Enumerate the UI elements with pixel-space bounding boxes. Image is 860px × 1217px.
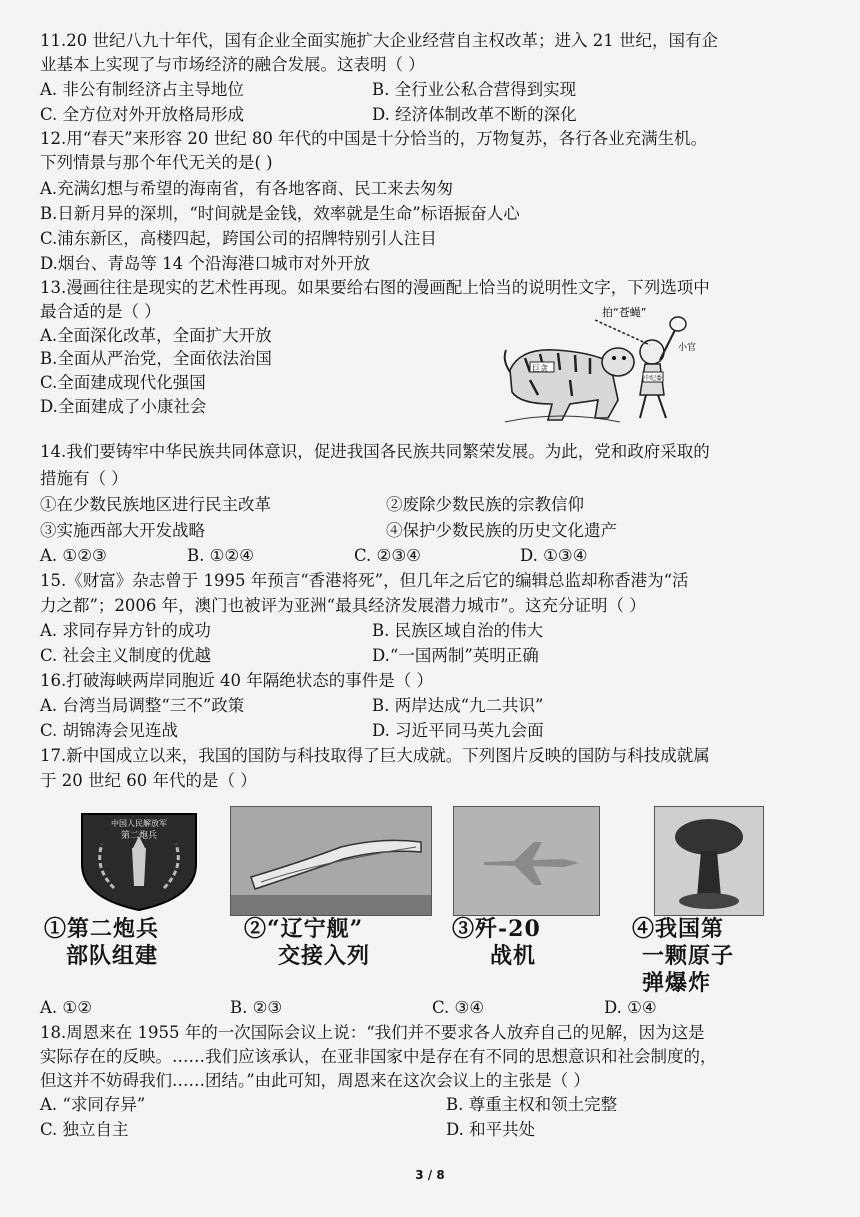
q17-caption-4-line3: 弹爆炸 [642, 970, 712, 996]
q13-option-d[interactable]: D.全面建成了小康社会 [40, 397, 207, 416]
cartoon-label-fly: 拍“苍蝇” [602, 306, 647, 319]
q14-item-3: ③实施西部大开发战略 [40, 521, 205, 540]
page-number: 3 / 8 [415, 1168, 445, 1182]
q13-option-b[interactable]: B.全面从严治党，全面依法治国 [40, 349, 272, 368]
q18-option-a[interactable]: A. “求同存异” [40, 1095, 146, 1114]
q16-option-a[interactable]: A. 台湾当局调整“三不”政策 [40, 696, 245, 715]
q11-stem-line2: 业基本上实现了与市场经济的融合发展。这表明（ ） [40, 55, 425, 74]
q17-caption-3-line1: ③歼-20 [452, 916, 541, 942]
q16-option-b[interactable]: B. 两岸达成“九二共识” [372, 696, 544, 715]
q17-stem-line1: 17.新中国成立以来，我国的国防与科技取得了巨大成就。下列图片反映的国防与科技成就属 [40, 746, 710, 765]
q14-stem-line1: 14.我们要铸牢中华民族共同体意识，促进我国各民族共同繁荣发展。为此，党和政府采取的 [40, 442, 710, 461]
q18-stem-line3: 但这并不妨碍我们……团结。”由此可知，周恩来在这次会议上的主张是（ ） [40, 1071, 590, 1090]
q12-stem-line2: 下列情景与那个年代无关的是( ) [40, 153, 273, 172]
q15-option-d[interactable]: D.“一国两制”英明正确 [372, 646, 539, 665]
q14-option-d[interactable]: D. ①③④ [520, 546, 588, 565]
q14-option-a[interactable]: A. ①②③ [40, 546, 107, 565]
badge-text-line2: 第二炮兵 [120, 831, 158, 841]
q17-image-3-j20-fighter [453, 806, 600, 916]
q14-item-1: ①在少数民族地区进行民主改革 [40, 495, 271, 514]
q13-cartoon-image [500, 300, 700, 425]
q11-stem-line1: 11.20 世纪八九十年代，国有企业全面实施扩大企业经营自主权改革；进入 21 世纪，国有企 [40, 31, 718, 50]
badge-text-line1: 中国人民解放军 [111, 819, 167, 828]
q14-option-c[interactable]: C. ②③④ [354, 546, 421, 565]
q12-option-a[interactable]: A.充满幻想与希望的海南省，有各地客商、民工来去匆匆 [40, 179, 454, 198]
q17-image-2-liaoning-ship [230, 806, 432, 916]
q17-option-d[interactable]: D. ①④ [604, 998, 657, 1017]
q15-option-c[interactable]: C. 社会主义制度的优越 [40, 646, 212, 665]
q17-caption-1-line1: ①第二炮兵 [44, 916, 160, 942]
q17-caption-4-line1: ④我国第 [632, 916, 725, 942]
q12-option-d[interactable]: D.烟台、青岛等 14 个沿海港口城市对外开放 [40, 254, 370, 273]
q13-option-c[interactable]: C.全面建成现代化强国 [40, 373, 206, 392]
q17-caption-4-line2: 一颗原子 [642, 943, 735, 969]
q12-stem-line1: 12.用“春天”来形容 20 世纪 80 年代的中国是十分恰当的，万物复苏，各行各业充满生机。 [40, 129, 708, 148]
cartoon-label-tiger: 巨贪 [532, 364, 548, 373]
q12-option-b[interactable]: B.日新月异的深圳，“时间就是金钱，效率就是生命”标语振奋人心 [40, 204, 520, 223]
cartoon-label-man: 中纪委 [644, 375, 663, 382]
q16-option-c[interactable]: C. 胡锦涛会见连战 [40, 721, 179, 740]
q13-option-a[interactable]: A.全面深化改革，全面扩大开放 [40, 326, 272, 345]
q15-stem-line2: 力之都”；2006 年，澳门也被评为亚洲“最具经济发展潜力城市”。这充分证明（ ） [40, 596, 646, 615]
q14-stem-line2: 措施有（ ） [40, 469, 128, 488]
q17-caption-3-line2: 战机 [490, 943, 537, 969]
second-artillery-badge-icon [74, 808, 204, 912]
q16-stem-line1: 16.打破海峡两岸同胞近 40 年隔绝状态的事件是（ ） [40, 671, 433, 690]
q18-option-d[interactable]: D. 和平共处 [446, 1120, 536, 1139]
q14-option-b[interactable]: B. ①②④ [187, 546, 254, 565]
aircraft-carrier-photo [231, 807, 431, 915]
q11-option-c[interactable]: C. 全方位对外开放格局形成 [40, 105, 245, 124]
mushroom-cloud-photo [655, 807, 763, 915]
q17-caption-1-line2: 部队组建 [66, 943, 159, 969]
q14-item-2: ②废除少数民族的宗教信仰 [386, 495, 584, 514]
fighter-jet-photo [454, 807, 599, 915]
q15-stem-line1: 15.《财富》杂志曾于 1995 年预言“香港将死”，但几年之后它的编辑总监却称香港为“活 [40, 571, 689, 590]
tiger-cartoon-illustration [500, 300, 700, 425]
q18-stem-line2: 实际存在的反映。……我们应该承认，在亚非国家中是存在有不同的思想意识和社会制度的， [40, 1047, 717, 1066]
q18-stem-line1: 18.周恩来在 1955 年的一次国际会议上说：“我们并不要求各人放弃自己的见解，因为这是 [40, 1023, 705, 1042]
q15-option-a[interactable]: A. 求同存异方针的成功 [40, 621, 211, 640]
q17-image-1-badge [74, 808, 204, 912]
q17-option-a[interactable]: A. ①② [40, 998, 92, 1017]
q12-option-c[interactable]: C.浦东新区，高楼四起，跨国公司的招牌特别引人注目 [40, 229, 437, 248]
q17-image-4-atomic-bomb [654, 806, 764, 916]
cartoon-label-official: 小官 [678, 343, 697, 353]
q18-option-b[interactable]: B. 尊重主权和领土完整 [446, 1095, 618, 1114]
q16-option-d[interactable]: D. 习近平同马英九会面 [372, 721, 544, 740]
q17-caption-2-line2: 交接入列 [278, 943, 371, 969]
q17-option-b[interactable]: B. ②③ [230, 998, 283, 1017]
q15-option-b[interactable]: B. 民族区域自治的伟大 [372, 621, 544, 640]
q11-option-b[interactable]: B. 全行业公私合营得到实现 [372, 80, 577, 99]
q13-stem-line2: 最合适的是（ ） [40, 302, 161, 321]
q18-option-c[interactable]: C. 独立自主 [40, 1120, 129, 1139]
q11-option-d[interactable]: D. 经济体制改革不断的深化 [372, 105, 577, 124]
q13-stem-line1: 13.漫画往往是现实的艺术性再现。如果要给右图的漫画配上恰当的说明性文字，下列选项中 [40, 278, 710, 297]
q14-item-4: ④保护少数民族的历史文化遗产 [386, 521, 617, 540]
q17-option-c[interactable]: C. ③④ [432, 998, 485, 1017]
q17-stem-line2: 于 20 世纪 60 年代的是（ ） [40, 771, 257, 790]
q11-option-a[interactable]: A. 非公有制经济占主导地位 [40, 80, 244, 99]
q17-caption-2-line1: ②“辽宁舰” [244, 916, 364, 942]
